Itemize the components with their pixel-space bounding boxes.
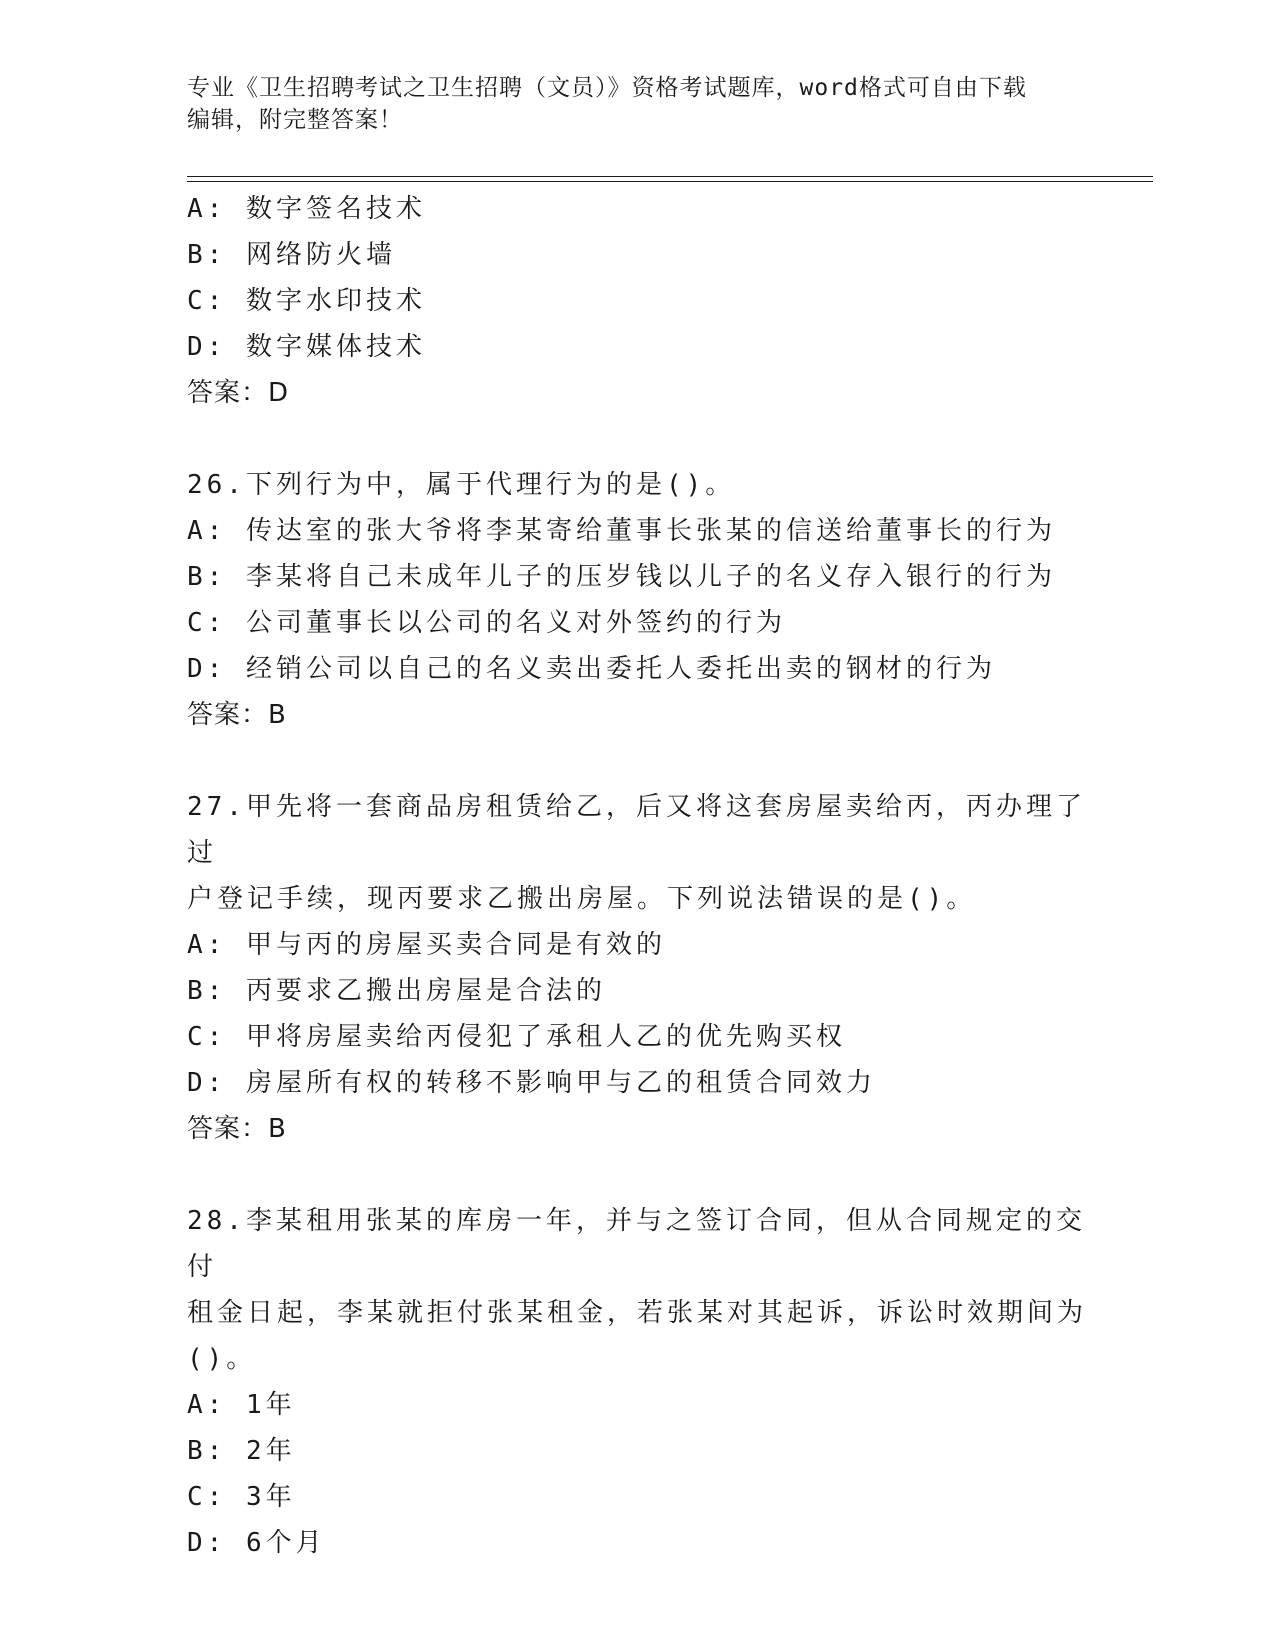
header-divider-top xyxy=(187,176,1153,177)
question-stem-line-1: 27.甲先将一套商品房租赁给乙，后又将这套房屋卖给丙，丙办理了过 xyxy=(187,792,1086,868)
option-b: B: 2年 xyxy=(187,1436,296,1466)
header-divider-bottom xyxy=(187,181,1153,182)
question-25 xyxy=(187,186,1087,416)
question-28 xyxy=(187,1198,1087,1566)
option-a: A: 1年 xyxy=(187,1390,296,1420)
question-stem-line-1: 28.李某租用张某的库房一年，并与之签订合同，但从合同规定的交付 xyxy=(187,1206,1086,1282)
option-c: C: 甲将房屋卖给丙侵犯了承租人乙的优先购买权 xyxy=(187,1022,846,1052)
question-27 xyxy=(187,784,1087,1152)
option-c: C: 3年 xyxy=(187,1482,296,1512)
option-b: B: 李某将自己未成年儿子的压岁钱以儿子的名义存入银行的行为 xyxy=(187,562,1056,592)
header-line-2: 编辑，附完整答案！ xyxy=(187,107,403,133)
spacer xyxy=(187,416,1087,462)
option-b: B: 丙要求乙搬出房屋是合法的 xyxy=(187,976,606,1006)
option-c: C: 公司董事长以公司的名义对外签约的行为 xyxy=(187,608,786,638)
option-c: C: 数字水印技术 xyxy=(187,286,426,316)
question-stem-line-2: 户登记手续，现丙要求乙搬出房屋。下列说法错误的是()。 xyxy=(187,884,977,914)
option-a: A: 传达室的张大爷将李某寄给董事长张某的信送给董事长的行为 xyxy=(187,516,1056,546)
question-26 xyxy=(187,462,1087,738)
question-stem-line-2: 租金日起，李某就拒付张某租金，若张某对其起诉，诉讼时效期间为 xyxy=(187,1298,1088,1328)
spacer xyxy=(187,1152,1087,1198)
option-a: A: 甲与丙的房屋买卖合同是有效的 xyxy=(187,930,666,960)
answer-label: 答案：D xyxy=(187,378,290,408)
header-line-1: 专业《卫生招聘考试之卫生招聘（文员）》资格考试题库，word格式可自由下载 xyxy=(187,75,1027,101)
question-stem-line-3: ()。 xyxy=(187,1344,257,1374)
option-b: B: 网络防火墙 xyxy=(187,240,396,270)
option-d: D: 6个月 xyxy=(187,1528,326,1558)
document-body xyxy=(187,186,1087,1566)
document-header xyxy=(187,72,1087,136)
question-stem: 26.下列行为中，属于代理行为的是()。 xyxy=(187,470,736,500)
answer-label: 答案：B xyxy=(187,700,287,730)
answer-label: 答案：B xyxy=(187,1114,287,1144)
option-d: D: 房屋所有权的转移不影响甲与乙的租赁合同效力 xyxy=(187,1068,876,1098)
option-d: D: 数字媒体技术 xyxy=(187,332,426,362)
spacer xyxy=(187,738,1087,784)
option-a: A: 数字签名技术 xyxy=(187,194,426,224)
option-d: D: 经销公司以自己的名义卖出委托人委托出卖的钢材的行为 xyxy=(187,654,996,684)
